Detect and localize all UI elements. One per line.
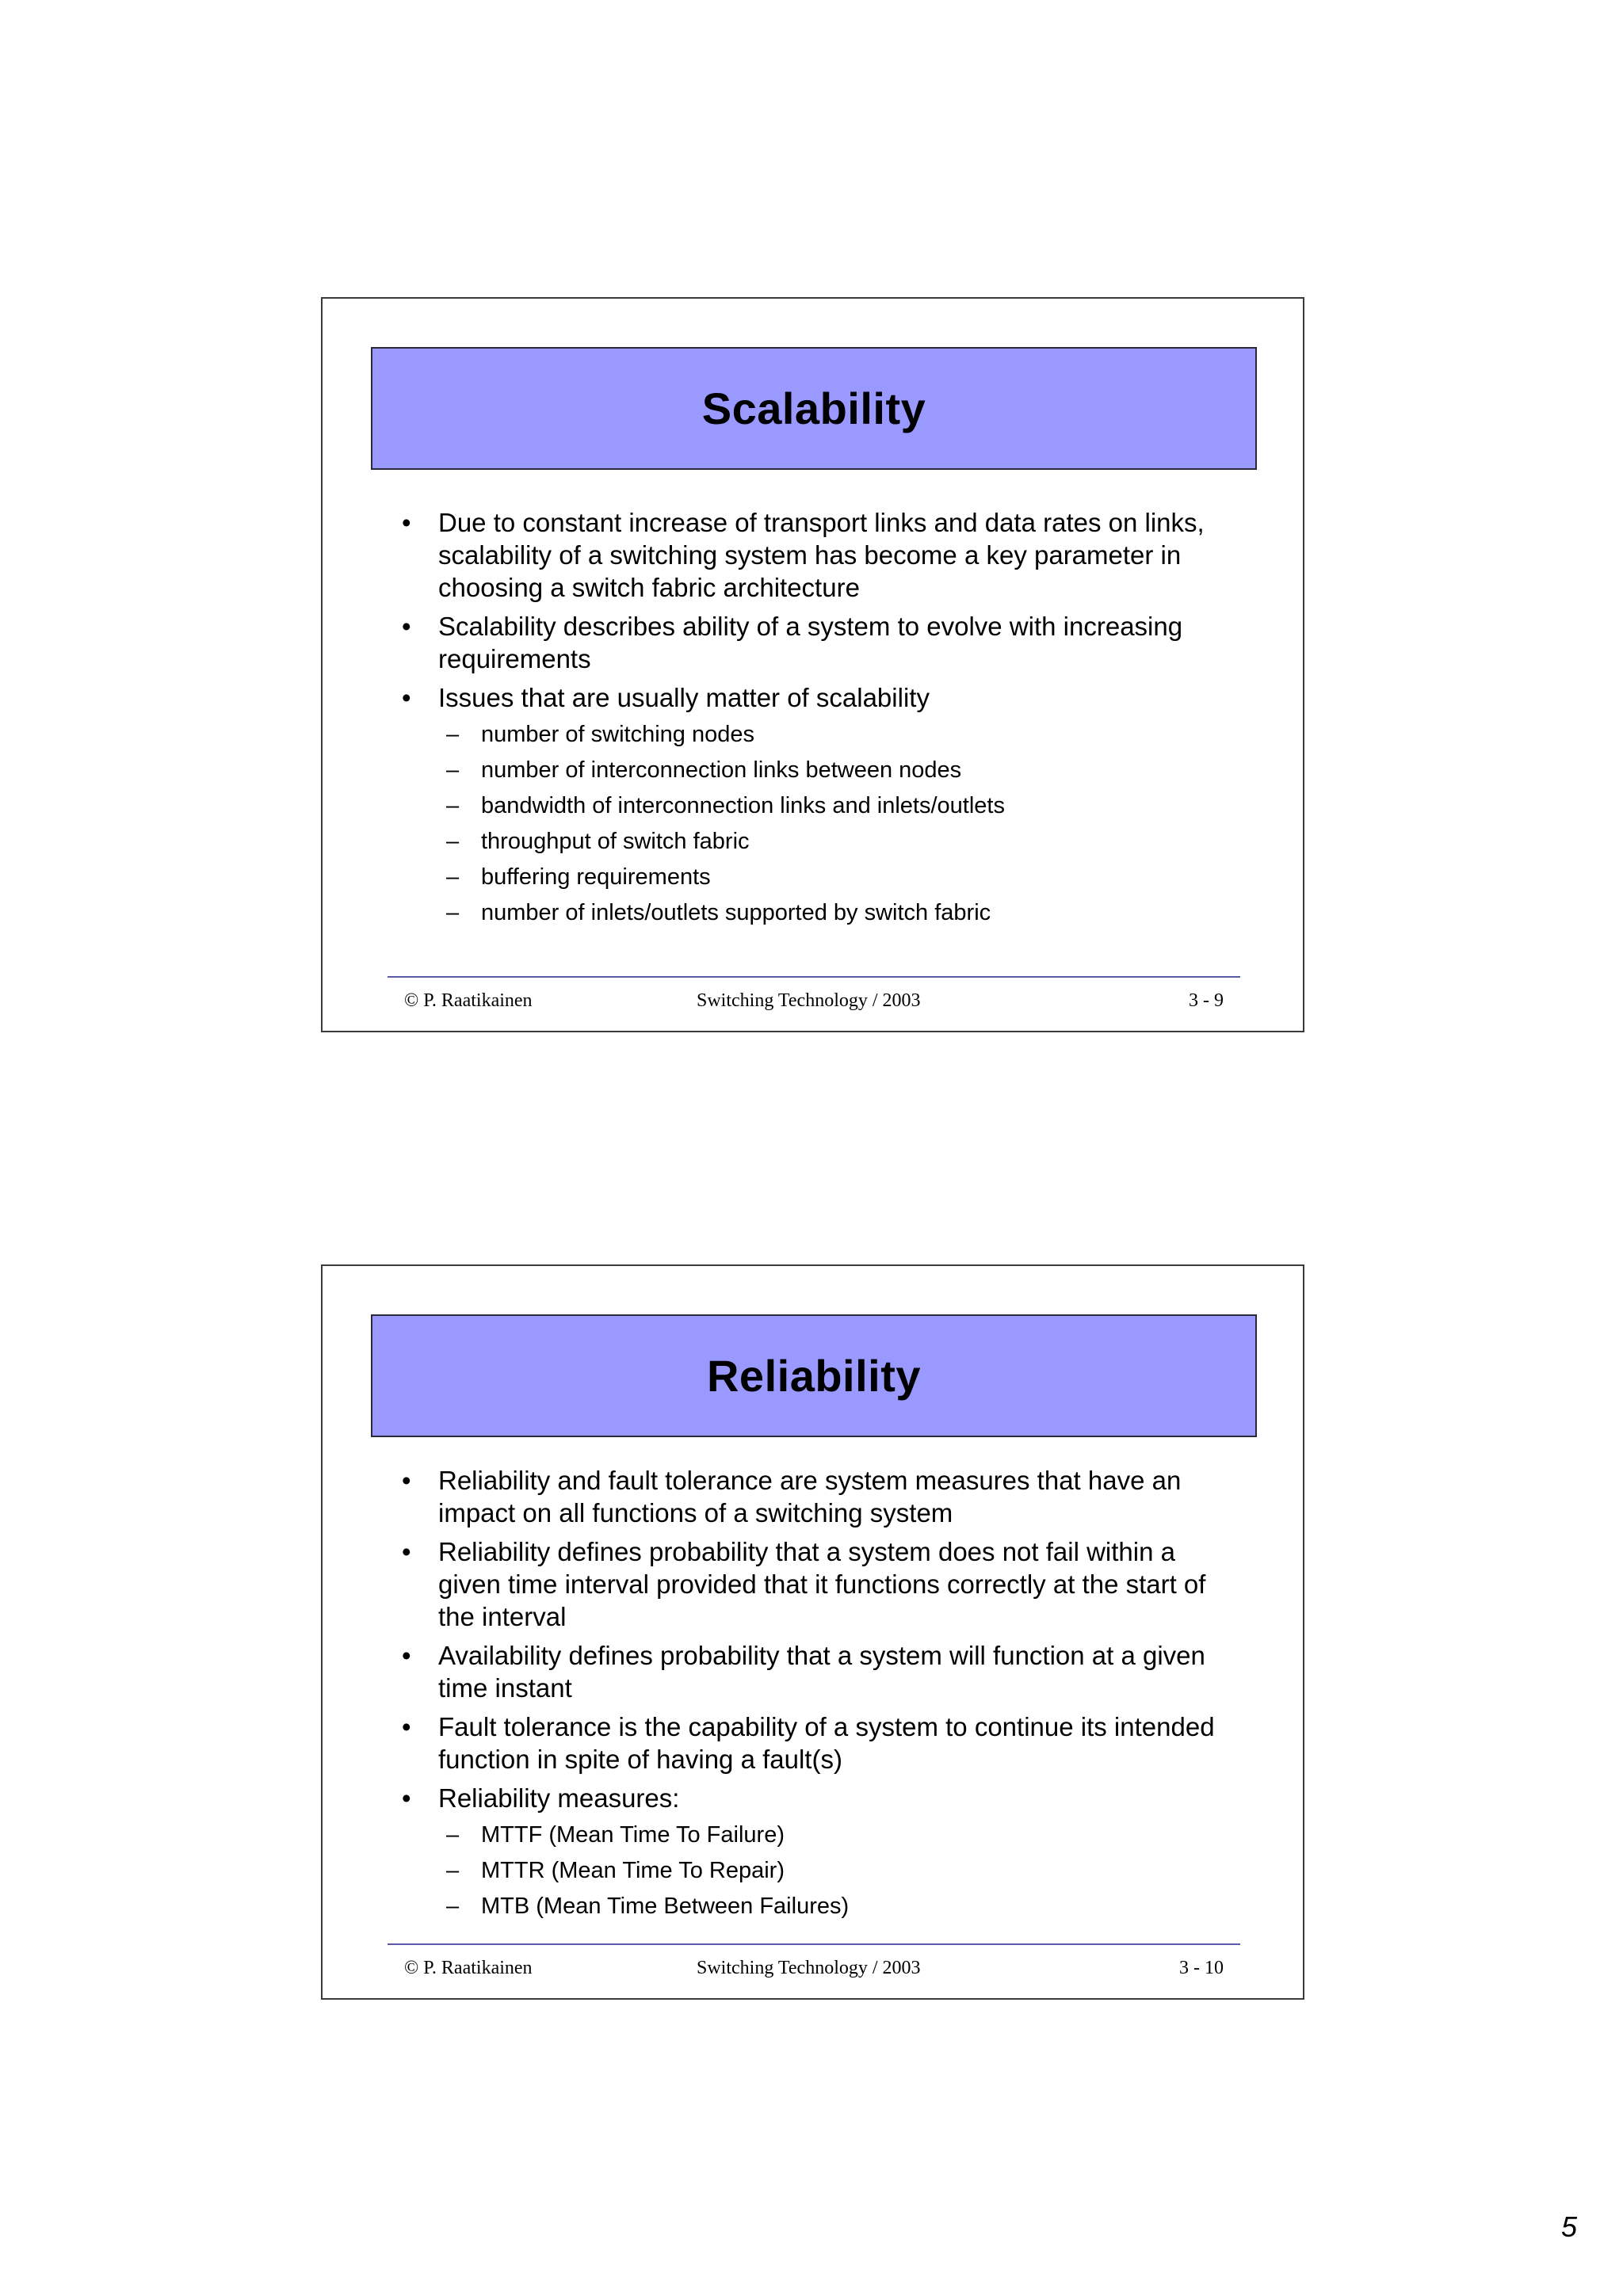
bullet-item bbox=[402, 1639, 1226, 1704]
dash-marker: – bbox=[446, 1894, 460, 1919]
sub-bullet-text: MTTF (Mean Time To Failure) bbox=[481, 1822, 785, 1848]
bullet-marker: • bbox=[402, 508, 411, 537]
footer-author: © P. Raatikainen bbox=[404, 990, 533, 1011]
bullet-text: Reliability measures: bbox=[438, 1783, 680, 1813]
sub-bullet-item bbox=[402, 898, 1226, 927]
page-number: 5 bbox=[1560, 2210, 1577, 2243]
bullet-marker: • bbox=[402, 1712, 411, 1741]
bullet-item bbox=[402, 1535, 1226, 1633]
sub-bullet-text: bandwidth of interconnection links and inlets/outlets bbox=[481, 793, 1005, 818]
sub-bullet-text: number of inlets/outlets supported by switch fabric bbox=[481, 900, 991, 925]
footer-slide-number: 3 - 9 bbox=[1189, 990, 1224, 1011]
bullet-text: Due to constant increase of transport links and data rates on links, scalability of a switching system has become a key parameter in choosing a switch fabric architecture bbox=[438, 508, 1205, 602]
slide-title: Reliability bbox=[706, 1351, 922, 1401]
footer-course: Switching Technology / 2003 bbox=[697, 990, 921, 1011]
bullet-marker: • bbox=[402, 1537, 411, 1566]
sub-bullet-item bbox=[402, 1821, 1226, 1849]
sub-bullet-text: throughput of switch fabric bbox=[481, 829, 750, 854]
dash-marker: – bbox=[446, 1858, 460, 1883]
bullet-text: Scalability describes ability of a system to evolve with increasing requirements bbox=[438, 612, 1183, 673]
dash-marker: – bbox=[446, 1822, 460, 1848]
bullet-text: Availability defines probability that a system will function at a given time instant bbox=[438, 1641, 1205, 1703]
footer-slide-number: 3 - 10 bbox=[1179, 1958, 1224, 1978]
footer-rule bbox=[388, 976, 1240, 978]
bullet-item bbox=[402, 681, 1226, 714]
slide-scalability bbox=[321, 297, 1304, 1032]
slide-title-box bbox=[371, 347, 1257, 470]
bullet-text: Reliability defines probability that a system does not fail within a given time interval provided that it functions correctly at the start of the interval bbox=[438, 1537, 1206, 1631]
sub-bullet-text: MTTR (Mean Time To Repair) bbox=[481, 1858, 785, 1883]
sub-bullet-item bbox=[402, 720, 1226, 749]
sub-bullet-item bbox=[402, 791, 1226, 820]
footer-author: © P. Raatikainen bbox=[404, 1958, 533, 1978]
bullet-item bbox=[402, 1711, 1226, 1775]
dash-marker: – bbox=[446, 829, 460, 854]
bullet-marker: • bbox=[402, 612, 411, 641]
bullet-item bbox=[402, 1782, 1226, 1814]
bullet-marker: • bbox=[402, 1783, 411, 1813]
sub-bullet-item bbox=[402, 1892, 1226, 1920]
bullet-marker: • bbox=[402, 683, 411, 712]
bullet-list bbox=[402, 506, 1226, 934]
dash-marker: – bbox=[446, 722, 460, 747]
sub-bullet-item bbox=[402, 827, 1226, 856]
slide-title-box bbox=[371, 1314, 1257, 1437]
dash-marker: – bbox=[446, 864, 460, 890]
sub-bullet-item bbox=[402, 756, 1226, 784]
bullet-item bbox=[402, 610, 1226, 675]
bullet-marker: • bbox=[402, 1466, 411, 1495]
bullet-text: Issues that are usually matter of scalability bbox=[438, 683, 930, 712]
slide-reliability bbox=[321, 1264, 1304, 2000]
bullet-text: Reliability and fault tolerance are system measures that have an impact on all functions of a switching system bbox=[438, 1466, 1182, 1527]
dash-marker: – bbox=[446, 900, 460, 925]
sub-bullet-item bbox=[402, 863, 1226, 891]
sub-bullet-text: number of interconnection links between nodes bbox=[481, 757, 962, 783]
bullet-item bbox=[402, 1464, 1226, 1529]
bullet-text: Fault tolerance is the capability of a system to continue its intended function in spite of having a fault(s) bbox=[438, 1712, 1215, 1774]
bullet-item bbox=[402, 506, 1226, 604]
footer-course: Switching Technology / 2003 bbox=[697, 1958, 921, 1978]
sub-bullet-text: MTB (Mean Time Between Failures) bbox=[481, 1894, 850, 1919]
bullet-marker: • bbox=[402, 1641, 411, 1670]
sub-bullet-text: number of switching nodes bbox=[481, 722, 754, 747]
dash-marker: – bbox=[446, 793, 460, 818]
sub-bullet-text: buffering requirements bbox=[481, 864, 711, 890]
slide-title: Scalability bbox=[701, 383, 926, 433]
footer-rule bbox=[388, 1943, 1240, 1945]
sub-bullet-item bbox=[402, 1856, 1226, 1885]
dash-marker: – bbox=[446, 757, 460, 783]
bullet-list bbox=[402, 1464, 1226, 1928]
